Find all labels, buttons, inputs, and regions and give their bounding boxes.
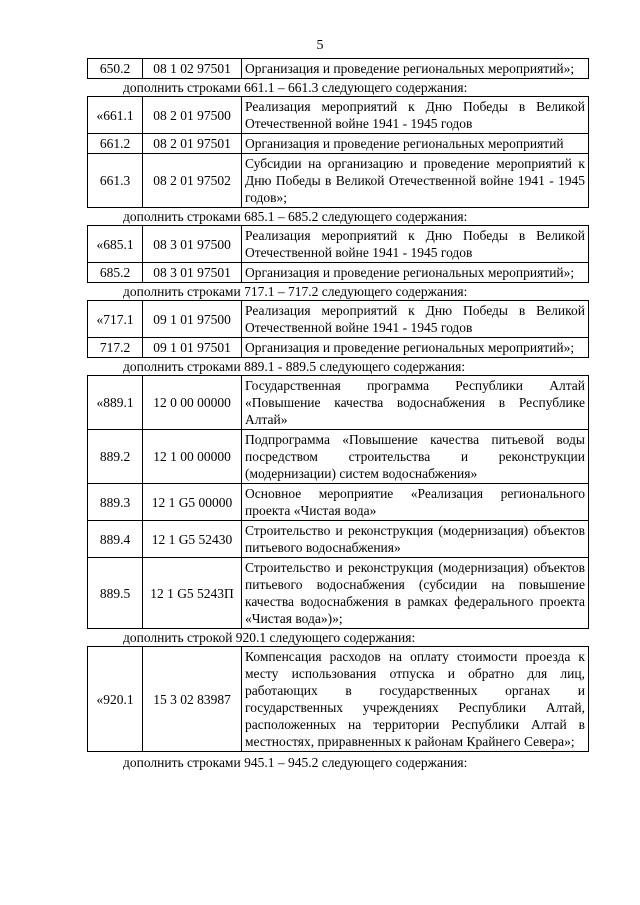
table-row [88,558,589,629]
budget-classification-table [87,58,589,79]
classification-code: 12 0 00 00000 [143,376,242,430]
amendment-instruction: дополнить строкой 920.1 следующего содержания: [123,630,416,645]
row-number: 889.3 [88,484,143,521]
row-number: «717.1 [88,301,143,338]
classification-code: 08 2 01 97500 [143,97,242,134]
expense-description: Государственная программа Республики Алтай «Повышение качества водоснабжения в Республике Алтай» [242,376,589,430]
table-row [88,484,589,521]
row-number: 661.2 [88,134,143,154]
classification-code: 08 1 02 97501 [143,59,242,79]
amendment-content [87,58,589,771]
row-number: «685.1 [88,226,143,263]
table-row [88,263,589,283]
budget-classification-table [87,300,589,358]
page-number: 5 [316,38,324,53]
classification-code: 08 2 01 97502 [143,154,242,208]
row-number: «889.1 [88,376,143,430]
row-number: 717.2 [88,338,143,358]
table-row [88,338,589,358]
expense-description: Строительство и реконструкция (модернизация) объектов питьевого водоснабжения (субсидии на повышение качества водоснабжения в рамках федерального проекта «Чистая вода»)»; [242,558,589,629]
row-number: 650.2 [88,59,143,79]
expense-description: Строительство и реконструкция (модернизация) объектов питьевого водоснабжения» [242,521,589,558]
table-row [88,97,589,134]
expense-description: Организация и проведение региональных мероприятий»; [242,338,589,358]
expense-description: Организация и проведение региональных мероприятий [242,134,589,154]
table-row [88,301,589,338]
expense-description: Реализация мероприятий к Дню Победы в Великой Отечественной войне 1941 - 1945 годов [242,301,589,338]
table-row [88,376,589,430]
table-row [88,521,589,558]
row-number: 685.2 [88,263,143,283]
classification-code: 12 1 G5 5243П [143,558,242,629]
classification-code: 08 3 01 97500 [143,226,242,263]
amendment-instruction: дополнить строками 661.1 – 661.3 следующего содержания: [123,80,468,95]
row-number: «920.1 [88,647,143,752]
classification-code: 08 3 01 97501 [143,263,242,283]
table-row [88,226,589,263]
budget-classification-table [87,646,589,752]
classification-code: 09 1 01 97501 [143,338,242,358]
row-number: 889.5 [88,558,143,629]
classification-code: 09 1 01 97500 [143,301,242,338]
row-number: «661.1 [88,97,143,134]
expense-description: Реализация мероприятий к Дню Победы в Великой Отечественной войне 1941 - 1945 годов [242,226,589,263]
table-row [88,430,589,484]
expense-description: Подпрограмма «Повышение качества питьевой воды посредством строительства и реконструкции (модернизации) систем водоснабжения» [242,430,589,484]
row-number: 889.4 [88,521,143,558]
classification-code: 12 1 00 00000 [143,430,242,484]
amendment-instruction: дополнить строками 717.1 – 717.2 следующего содержания: [123,284,468,299]
table-row [88,59,589,79]
classification-code: 08 2 01 97501 [143,134,242,154]
expense-description: Организация и проведение региональных мероприятий»; [242,59,589,79]
expense-description: Компенсация расходов на оплату стоимости проезда к месту использования отпуска и обратно для лиц, работающих в государственных органах и государственных учреждениях Республики Алтай, расположенных на территории Республики Алтай в местностях, приравненных к районам Крайнего Севера»; [242,647,589,752]
classification-code: 15 3 02 83987 [143,647,242,752]
amendment-instruction: дополнить строками 945.1 – 945.2 следующего содержания: [123,755,468,770]
table-row [88,647,589,752]
amendment-instruction: дополнить строками 685.1 – 685.2 следующего содержания: [123,209,468,224]
budget-classification-table [87,96,589,208]
classification-code: 12 1 G5 00000 [143,484,242,521]
classification-code: 12 1 G5 52430 [143,521,242,558]
row-number: 661.3 [88,154,143,208]
amendment-instruction: дополнить строками 889.1 - 889.5 следующего содержания: [123,359,466,374]
expense-description: Субсидии на организацию и проведение мероприятий к Дню Победы в Великой Отечественной войне 1941 - 1945 годов»; [242,154,589,208]
expense-description: Реализация мероприятий к Дню Победы в Великой Отечественной войне 1941 - 1945 годов [242,97,589,134]
row-number: 889.2 [88,430,143,484]
budget-classification-table [87,375,589,629]
budget-classification-table [87,225,589,283]
table-row [88,134,589,154]
expense-description: Основное мероприятие «Реализация регионального проекта «Чистая вода» [242,484,589,521]
expense-description: Организация и проведение региональных мероприятий»; [242,263,589,283]
table-row [88,154,589,208]
